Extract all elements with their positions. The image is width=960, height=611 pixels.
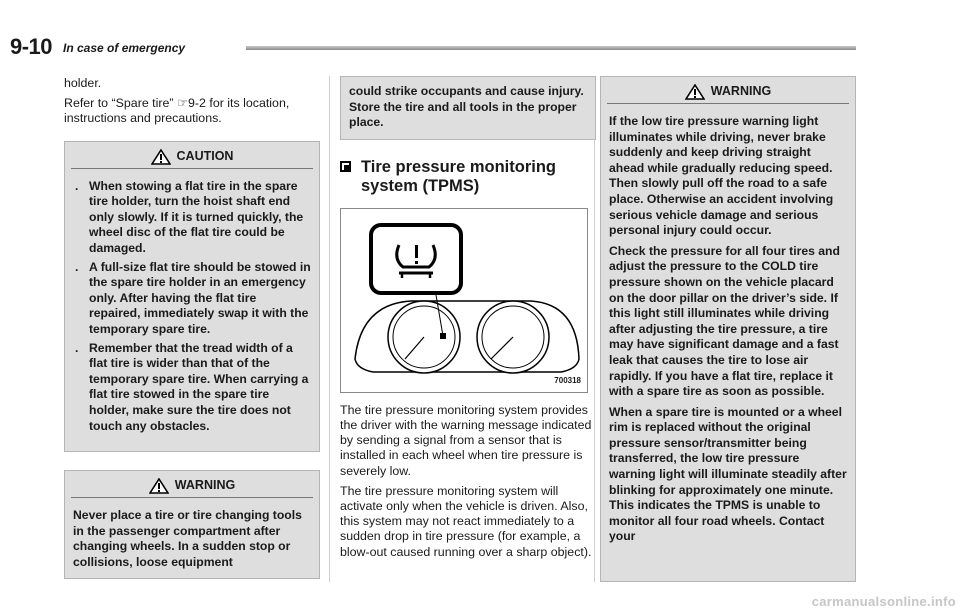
list-item: . When stowing a flat tire in the spare tire holder, turn the hoist shaft end only slowly. If it is turned quickly, the wheel disc of the flat tire could be damaged. <box>73 179 311 257</box>
list-item: . A full-size flat tire should be stowed in the spare tire holder in an emergency only. After having the flat tire repaired, immediately swap it with the temporary spare tire. <box>75 259 311 336</box>
column-1 <box>64 76 320 579</box>
paragraph: holder. <box>64 76 102 90</box>
paragraph: The tire pressure monitoring system provides the driver with the warning message indicated by sending a signal from a sensor that is installed in each wheel when tire pressure is severely low. <box>340 402 592 478</box>
warning-triangle-icon <box>151 149 171 165</box>
warning-title: WARNING <box>174 478 236 493</box>
warning-header <box>607 77 849 104</box>
heading-text: Tire pressure monitoring system (TPMS) <box>361 157 556 195</box>
warning-paragraph: When a spare tire is mounted or a wheel rim is replaced without the original pressure sensor/transmitter being transferred, the low tire pressure warning light will illuminate steadily after blinking for approximately one minute. This indicates the TPMS is unable to monitor all four road wheels. Contact your <box>609 404 847 544</box>
bullet-text: A full-size flat tire should be stowed in the spare tire holder in an emergency only. After having the flat tire repaired, immediately swap it with the temporary spare tire. <box>89 259 311 336</box>
section-heading <box>340 158 596 196</box>
section-square-icon <box>340 161 351 172</box>
column-3 <box>600 76 856 582</box>
section-title: In case of emergency <box>63 41 186 55</box>
watermark: carmanualsonline.info <box>811 594 956 609</box>
warning-triangle-icon <box>685 84 705 100</box>
warning-paragraph: Check the pressure for all four tires and adjust the pressure to the COLD tire pressure shown on the vehicle placard on the door pillar on the driver’s side. If this light still illuminates while driving after adjusting the tire pressure, a tire may have significant damage and a fast leak that causes the tire to lose air rapidly. If you have a flat tire, replace it with a spare tire as soon as possible. <box>609 243 840 399</box>
warning-box <box>600 76 856 582</box>
warning-text: could strike occupants and cause injury. Store the tire and all tools in the proper place. <box>349 84 584 130</box>
warning-box-continued <box>340 76 596 140</box>
list-item: . Remember that the tread width of a flat tire is wider than that of the temporary spare tire. When carrying a flat tire stowed in the spare tire holder, make sure the tire does not touch any obstacles. <box>73 341 311 435</box>
paragraph: Refer to “Spare tire” ☞9-2 for its location, instructions and precautions. <box>64 96 290 126</box>
page-number: 9-10 <box>10 34 53 59</box>
warning-box <box>64 470 320 579</box>
caution-title: CAUTION <box>176 148 234 163</box>
header-rule <box>246 46 856 50</box>
warning-triangle-icon <box>149 478 169 494</box>
bullet-text: Remember that the tread width of a flat tire is wider than that of the temporary spare tire. When carrying a flat tire stowed in the spare tire holder, make sure the tire does not touch any obstacles. <box>89 340 309 433</box>
paragraph: The tire pressure monitoring system will activate only when the vehicle is driven. Also, this system may not react immediately to a sudden drop in tire pressure (for example, a blow-out caused running over a sharp object). <box>340 483 592 559</box>
warning-text: Never place a tire or tire changing tools in the passenger compartment after changing wheels. In a sudden stop or collisions, loose equipment <box>73 508 302 569</box>
warning-title: WARNING <box>710 84 772 99</box>
column-divider <box>329 76 330 582</box>
warning-header <box>71 471 313 498</box>
caution-box <box>64 141 320 453</box>
figure-code: 700318 <box>554 375 581 385</box>
instrument-cluster-illustration <box>341 209 587 392</box>
caution-header <box>71 142 313 169</box>
warning-paragraph: If the low tire pressure warning light illuminates while driving, never brake suddenly and keep driving straight ahead while gradually reducing speed. Then slowly pull off the road to a safe place. Otherwise an accident involving serious vehicle damage and serious personal injury could occur. <box>609 114 834 238</box>
page-header <box>10 32 856 58</box>
column-2 <box>340 76 596 565</box>
tpms-figure <box>340 208 588 393</box>
bullet-text: When stowing a flat tire in the spare tire holder, turn the hoist shaft end only slowly. If it is turned quickly, the wheel disc of the flat tire could be damaged. <box>89 178 304 255</box>
